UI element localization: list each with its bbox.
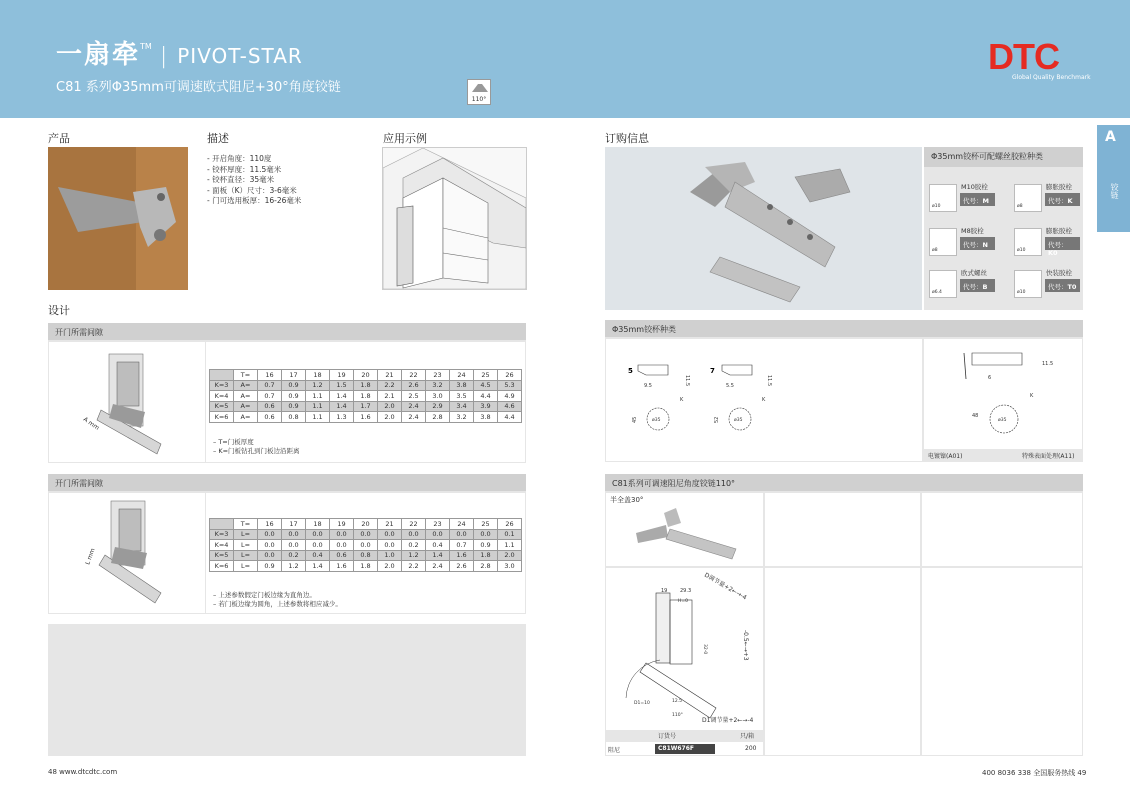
- dowel-code-box: [960, 279, 995, 292]
- table-cell: A=: [234, 391, 258, 402]
- table-row: [210, 540, 522, 551]
- table-cell: 2.0: [498, 550, 522, 561]
- table-row: [210, 550, 522, 561]
- table-cell: 1.6: [330, 561, 354, 572]
- table-cell: L=: [234, 561, 258, 572]
- table-cell: 1.8: [354, 561, 378, 572]
- table-cell: 1.7: [354, 401, 378, 412]
- clearance-table-2: [209, 518, 522, 572]
- clearance-table-1: [209, 369, 522, 423]
- table-cell: 2.6: [450, 561, 474, 572]
- clearance-panel-2-title: 开门所需间隙: [48, 474, 526, 491]
- table-cell: 0.2: [282, 550, 306, 561]
- table-cell: 18: [306, 519, 330, 530]
- note-item: – 上述参数假定门板边缘为直角边。: [213, 591, 316, 599]
- table-cell: 0.8: [354, 550, 378, 561]
- table-cell: 1.2: [306, 380, 330, 391]
- dowel-code-label: 代号：: [963, 241, 983, 249]
- dowel-dim: ø10: [932, 204, 941, 209]
- note-item: – T=门板厚度: [213, 438, 254, 446]
- table-cell: 0.0: [306, 540, 330, 551]
- dowel-item: [929, 266, 1002, 303]
- clearance-diagram-1: [49, 342, 205, 462]
- side-tab-text: 铰链: [1110, 183, 1119, 199]
- table-cell: 0.2: [402, 540, 426, 551]
- table-cell: 4.4: [474, 391, 498, 402]
- table-cell: T=: [234, 519, 258, 530]
- table-cell: 0.6: [258, 412, 282, 423]
- table-cell: 1.8: [354, 391, 378, 402]
- table-cell: A=: [234, 380, 258, 391]
- table-cell: 21: [378, 370, 402, 381]
- side-tab-letter: A: [1105, 129, 1116, 145]
- finish-dim-h: 11.5: [1042, 361, 1054, 367]
- dowel-code-box: [1045, 237, 1080, 257]
- notes-1: [213, 438, 300, 456]
- table-cell: 0.6: [258, 401, 282, 412]
- table-cell: 0.0: [282, 529, 306, 540]
- finish-right: 特殊表面处理(A11): [1022, 453, 1075, 460]
- table-cell: 3.0: [498, 561, 522, 572]
- table-cell: 0.9: [282, 391, 306, 402]
- table-cell: 0.0: [330, 529, 354, 540]
- table-cell: 1.1: [306, 401, 330, 412]
- brand-en: PIVOT-STAR: [177, 44, 303, 68]
- clearance-l-label: L mm: [84, 547, 97, 566]
- table-cell: 1.6: [450, 550, 474, 561]
- table-cell: K=4: [210, 540, 234, 551]
- table-cell: 2.9: [426, 401, 450, 412]
- table-cell: K=3: [210, 529, 234, 540]
- table-cell: 1.1: [306, 391, 330, 402]
- table-cell: 0.7: [258, 380, 282, 391]
- dowel-item: [1014, 180, 1087, 217]
- table-cell: 0.0: [450, 529, 474, 540]
- cup-dim-h1b: 11.5: [766, 375, 772, 387]
- table-cell: 1.1: [306, 412, 330, 423]
- notes-2: [213, 591, 342, 609]
- table-cell: 0.7: [258, 391, 282, 402]
- table-cell: 1.8: [474, 550, 498, 561]
- table-cell: [210, 370, 234, 381]
- series-empty-cell: [922, 493, 1082, 566]
- table-cell: 0.9: [282, 380, 306, 391]
- dowel-code: K: [1067, 197, 1073, 205]
- table-cell: 3.5: [450, 391, 474, 402]
- table-cell: 1.4: [306, 561, 330, 572]
- table-cell: 1.2: [402, 550, 426, 561]
- table-cell: 0.9: [282, 401, 306, 412]
- table-row: [210, 561, 522, 572]
- clearance-a-label: A mm: [81, 415, 101, 432]
- table-cell: 2.0: [378, 561, 402, 572]
- table-cell: 0.6: [330, 550, 354, 561]
- table-cell: 1.5: [330, 380, 354, 391]
- table-cell: 0.0: [354, 529, 378, 540]
- table-cell: K=5: [210, 401, 234, 412]
- table-cell: 2.1: [378, 391, 402, 402]
- dowel-name: M8胶栓: [961, 227, 984, 235]
- table-cell: 23: [426, 519, 450, 530]
- product-photo: [48, 147, 188, 290]
- table-cell: 1.3: [330, 412, 354, 423]
- ordering-heading: 订购信息: [605, 132, 649, 145]
- dowel-dim: ø6.4: [932, 290, 942, 295]
- note-item: – K=门板钻孔到门板边沿距离: [213, 447, 300, 455]
- table-cell: 2.8: [426, 412, 450, 423]
- dowel-dim: ø8: [1017, 204, 1023, 209]
- series-dim-x: 32-0: [702, 644, 707, 655]
- table-cell: 0.0: [426, 529, 450, 540]
- cup-dim-h1: 11.5: [684, 375, 690, 387]
- table-cell: 5.3: [498, 380, 522, 391]
- table-cell: 20: [354, 519, 378, 530]
- finish-left: 电镀镍(A01): [928, 453, 963, 460]
- dowel-item: [929, 180, 1002, 217]
- dowel-item: [1014, 224, 1087, 261]
- table-cell: 2.0: [378, 401, 402, 412]
- cup-finish-drawing: [924, 339, 1082, 449]
- desc-item: - 铰杯厚度：11.5毫米: [207, 164, 282, 174]
- cup-number-7: 7: [710, 367, 715, 375]
- series-dim-d2: -0.5←→+3: [742, 630, 749, 661]
- application-heading: 应用示例: [383, 132, 427, 145]
- finish-dim-r: ø35: [998, 418, 1007, 423]
- table-cell: 0.0: [402, 529, 426, 540]
- table-cell: 16: [258, 370, 282, 381]
- series-dim-d: D调节量+2←→-4: [703, 571, 748, 602]
- dowel-code: K0: [1048, 249, 1058, 257]
- dowel-dim: ø10: [1017, 248, 1026, 253]
- table-cell: K=6: [210, 412, 234, 423]
- table-cell: K=6: [210, 561, 234, 572]
- dowel-name: M10胶栓: [961, 183, 988, 191]
- dowel-dim: ø10: [1017, 290, 1026, 295]
- table-cell: 0.0: [306, 529, 330, 540]
- cup-dim-r1: ø35: [652, 418, 661, 423]
- table-cell: 4.9: [498, 391, 522, 402]
- table-cell: A=: [234, 412, 258, 423]
- design-heading: 设计: [48, 304, 70, 317]
- hinge-angle-icon: [468, 80, 492, 96]
- note-item: – 若门板边缘为圆角，上述参数将相应减少。: [213, 600, 342, 608]
- dowel-code-label: 代号：: [1048, 241, 1068, 249]
- table-cell: 2.5: [402, 391, 426, 402]
- product-heading: 产品: [48, 132, 70, 145]
- table-cell: 0.7: [450, 540, 474, 551]
- description-list: [207, 154, 301, 207]
- table-row: [210, 380, 522, 391]
- series-dim-h: H=0: [678, 599, 689, 604]
- dowel-code-box: [1045, 193, 1080, 206]
- table-cell: 24: [450, 370, 474, 381]
- table-cell: 4.6: [498, 401, 522, 412]
- table-cell: 4.4: [498, 412, 522, 423]
- overlay-label: 半全盖30°: [610, 496, 644, 504]
- table-cell: 0.0: [330, 540, 354, 551]
- table-cell: 0.9: [474, 540, 498, 551]
- table-cell: [210, 519, 234, 530]
- dowel-code-label: 代号：: [1048, 197, 1068, 205]
- brand-cn: 一扇牵: [56, 40, 141, 70]
- table-cell: 25: [474, 370, 498, 381]
- series-dim-d1lbl: D1=10: [634, 701, 650, 706]
- table-cell: 23: [426, 370, 450, 381]
- dowel-dim: ø8: [932, 248, 938, 253]
- table-cell: 16: [258, 519, 282, 530]
- desc-item: - 面板（K）尺寸：3-6毫米: [207, 185, 297, 195]
- table-cell: K=5: [210, 550, 234, 561]
- table-cell: 3.0: [426, 391, 450, 402]
- order-unit-header: 只/箱: [740, 733, 755, 740]
- hinge-product-image: [605, 147, 922, 310]
- cup-dim-r2: ø35: [734, 418, 743, 423]
- table-cell: 2.8: [474, 561, 498, 572]
- brand-separator: |: [159, 44, 168, 69]
- table-cell: 0.1: [498, 529, 522, 540]
- table-row: [210, 529, 522, 540]
- table-cell: 0.4: [426, 540, 450, 551]
- table-cell: 0.0: [378, 540, 402, 551]
- clearance-panel-1-title: 开门所需间隙: [48, 323, 526, 340]
- dowel-code: N: [982, 241, 988, 249]
- table-cell: 17: [282, 370, 306, 381]
- side-index-tab[interactable]: [1097, 125, 1130, 232]
- table-cell: 1.4: [426, 550, 450, 561]
- table-cell: 21: [378, 519, 402, 530]
- series-dim-d1adj: D1调节量+2←→-4: [702, 717, 754, 724]
- table-cell: L=: [234, 540, 258, 551]
- clearance-diagram-2: [49, 493, 205, 613]
- table-cell: 18: [306, 370, 330, 381]
- finish-dim-d: 6: [988, 375, 992, 381]
- dowel-types-title: Φ35mm铰杯可配螺丝胶粒种类: [924, 147, 1083, 167]
- dowel-code-box: [960, 237, 995, 250]
- table-cell: 25: [474, 519, 498, 530]
- table-cell: 3.4: [450, 401, 474, 412]
- table-cell: 3.8: [474, 412, 498, 423]
- dowel-item: [1014, 266, 1087, 303]
- table-cell: 2.0: [378, 412, 402, 423]
- dowel-code-box: [1045, 279, 1080, 292]
- table-row: [210, 401, 522, 412]
- order-code-header: 订货号: [658, 733, 677, 740]
- table-cell: 3.8: [450, 380, 474, 391]
- table-cell: 26: [498, 519, 522, 530]
- table-cell: 2.4: [402, 401, 426, 412]
- table-cell: 2.6: [402, 380, 426, 391]
- desc-item: - 铰杯直径：35毫米: [207, 175, 275, 184]
- dowel-name: 快装胶栓: [1046, 269, 1072, 277]
- cup-dim-d2: 5.5: [726, 383, 734, 389]
- description-heading: 描述: [207, 132, 229, 145]
- cup-dim-k2: K: [762, 397, 766, 403]
- table-cell: 19: [330, 370, 354, 381]
- table-cell: L=: [234, 550, 258, 561]
- dtc-logo: [988, 36, 1091, 81]
- table-cell: 1.8: [354, 380, 378, 391]
- table-row: [210, 391, 522, 402]
- trademark: TM: [140, 42, 152, 51]
- table-cell: 19: [330, 519, 354, 530]
- table-cell: K=3: [210, 380, 234, 391]
- desc-item: - 开启角度：110度: [207, 154, 272, 163]
- dowel-code: M: [982, 197, 989, 205]
- table-cell: 1.4: [330, 401, 354, 412]
- angle-badge-label: 110°: [471, 96, 487, 103]
- series-dim-top1: 19: [661, 588, 668, 594]
- table-cell: 1.4: [330, 391, 354, 402]
- table-cell: 2.2: [402, 561, 426, 572]
- cup-dim-v1: 45: [632, 416, 638, 423]
- table-cell: 0.9: [258, 561, 282, 572]
- table-cell: 0.0: [258, 540, 282, 551]
- dowel-code-label: 代号：: [963, 283, 983, 291]
- opening-angle-badge: [467, 79, 491, 105]
- table-cell: 20: [354, 370, 378, 381]
- table-cell: 26: [498, 370, 522, 381]
- dowel-item: [929, 224, 1002, 261]
- dowel-code-box: [960, 193, 995, 206]
- series-dim-ang: 110°: [672, 713, 683, 718]
- brand-title: [56, 34, 303, 71]
- dowel-code: T0: [1067, 283, 1077, 291]
- series-empty-cell: [922, 568, 1082, 755]
- table-cell: 17: [282, 519, 306, 530]
- dowel-code: B: [982, 283, 988, 291]
- cup-types-drawing: [606, 339, 922, 461]
- table-cell: 0.0: [378, 529, 402, 540]
- series-title: C81系列可调速阻尼角度铰链110°: [605, 474, 1083, 491]
- table-cell: 0.0: [258, 550, 282, 561]
- order-type: 阻尼: [608, 747, 621, 754]
- table-cell: 3.9: [474, 401, 498, 412]
- order-qty: 200: [745, 745, 757, 752]
- logo-mark: DTC: [988, 36, 1059, 77]
- series-dim-w: 12.5: [672, 699, 683, 704]
- dowel-name: 膨胀胶栓: [1046, 227, 1072, 235]
- table-cell: 3.2: [426, 380, 450, 391]
- table-cell: 1.2: [282, 561, 306, 572]
- logo-tagline: Global Quality Benchmark: [1012, 74, 1091, 81]
- series-dim-top2: 29.3: [680, 588, 692, 594]
- application-illustration: [382, 147, 527, 290]
- table-cell: 22: [402, 370, 426, 381]
- table-cell: 1.6: [354, 412, 378, 423]
- table-cell: A=: [234, 401, 258, 412]
- table-cell: 0.0: [282, 540, 306, 551]
- dowel-name: 膨胀胶栓: [1046, 183, 1072, 191]
- cup-dim-d1: 9.5: [644, 383, 652, 389]
- dowel-code-label: 代号：: [1048, 283, 1068, 291]
- footer-left: 48 www.dtcdtc.com: [48, 768, 118, 776]
- table-cell: 0.0: [354, 540, 378, 551]
- empty-panel: [48, 624, 526, 756]
- table-row: [210, 412, 522, 423]
- table-cell: 0.0: [258, 529, 282, 540]
- finish-dim-v: 48: [972, 413, 979, 419]
- table-cell: 0.4: [306, 550, 330, 561]
- series-empty-cell: [765, 493, 920, 566]
- table-cell: 22: [402, 519, 426, 530]
- cup-types-title: Φ35mm铰杯种类: [605, 320, 1083, 337]
- table-cell: 2.4: [426, 561, 450, 572]
- series-drawing: [606, 568, 763, 730]
- desc-item: - 门可选用板厚：16-26毫米: [207, 196, 302, 205]
- table-cell: 2.4: [402, 412, 426, 423]
- finish-dim-k: K: [1030, 393, 1034, 399]
- table-cell: L=: [234, 529, 258, 540]
- series-photo-area: [606, 493, 763, 566]
- table-cell: 24: [450, 519, 474, 530]
- table-cell: 1.1: [498, 540, 522, 551]
- table-cell: 4.5: [474, 380, 498, 391]
- table-cell: K=4: [210, 391, 234, 402]
- order-code: C81W676F: [655, 744, 715, 754]
- dowel-name: 欧式螺丝: [961, 269, 987, 277]
- page-subtitle: C81 系列Φ35mm可调速欧式阻尼+30°角度铰链: [56, 80, 341, 95]
- table-cell: 0.0: [474, 529, 498, 540]
- table-cell: 2.2: [378, 380, 402, 391]
- table-cell: 1.0: [378, 550, 402, 561]
- series-empty-cell: [765, 568, 920, 755]
- table-cell: 0.8: [282, 412, 306, 423]
- cup-dim-k1: K: [680, 397, 684, 403]
- cup-dim-v2: 52: [714, 416, 720, 423]
- table-cell: T=: [234, 370, 258, 381]
- cup-number-5: 5: [628, 367, 633, 375]
- footer-right: 400 8036 338 全国服务热线 49: [982, 769, 1087, 777]
- dowel-code-label: 代号：: [963, 197, 983, 205]
- table-cell: 3.2: [450, 412, 474, 423]
